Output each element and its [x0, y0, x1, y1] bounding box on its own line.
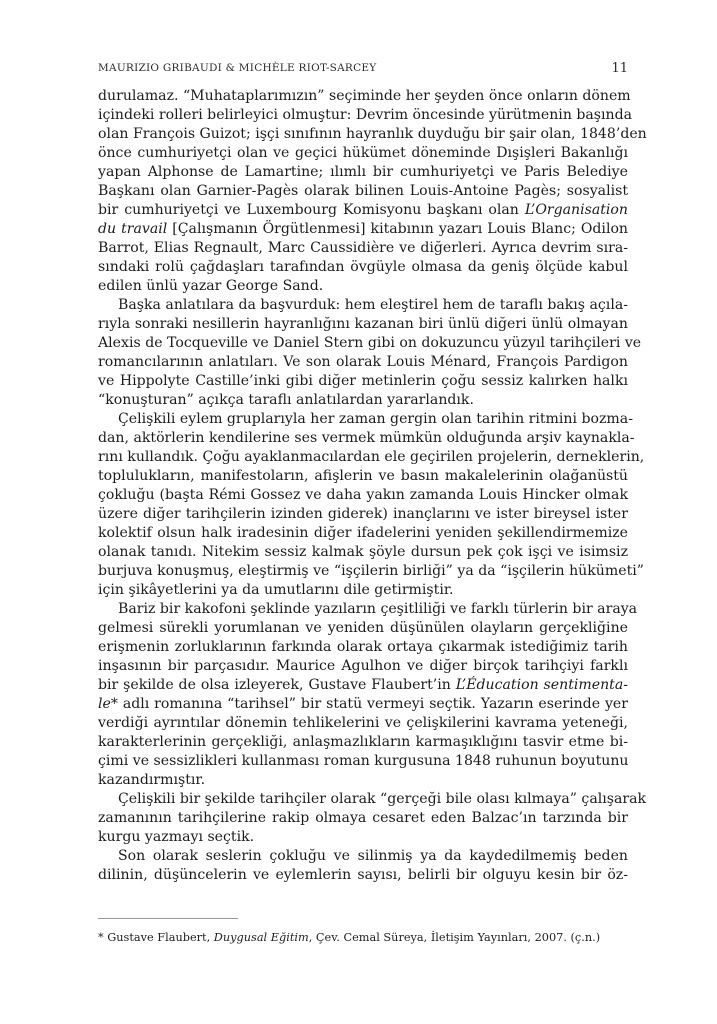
paragraph: [98, 296, 642, 410]
text-line: inşasının bir parçasıdır. Maurice Agulhon ve diğer birçok tarihçiyi farklı: [98, 658, 628, 674]
text-line: kurgu yazmayı seçtik.: [98, 829, 255, 845]
text-line: bir cumhuriyetçi ve Luxembourg Komisyonu başkanı olan L’Organisation: [98, 202, 628, 218]
text-line: romancılarının anlatıları. Ve son olarak Louis Ménard, François Pardigon: [98, 354, 628, 370]
text-line: Bariz bir kakofoni şeklinde yazıların çeşitliliği ve farklı türlerin bir araya: [118, 601, 638, 617]
footnote: [98, 930, 628, 945]
text-line: kolektif olsun halk iradesinin diğer ifadelerini yeniden şekillendirmemize: [98, 525, 628, 541]
text-line: burjuva konuşmuş, eleştirmiş ve “işçilerin birliği” ya da “işçilerin hükümeti”: [98, 563, 644, 579]
text-line: olanak tanıdı. Nitekim sessiz kalmak şöyle dursun pek çok işçi ve isimsiz: [98, 544, 628, 560]
paragraph: [98, 87, 647, 296]
text-line: “konuşturan” açıkça taraflı anlatılardan yararlandık.: [98, 392, 474, 408]
text-line: Başka anlatılara da başvurduk: hem eleştirel hem de taraflı bakış açıla-: [118, 297, 628, 313]
text-line: sındaki rolü çağdaşları tarafından övgüyle olmasa da geniş ölçüde kabul: [98, 259, 628, 275]
text-line: bir şekilde de olsa izleyerek, Gustave Flaubert’in L’Éducation sentimenta-: [98, 677, 628, 693]
text-line: Başkanı olan Garnier-Pagès olarak bilinen Louis-Antoine Pagès; sosyalist: [98, 183, 628, 199]
running-header: [98, 62, 628, 78]
text-line: önce cumhuriyetçi olan ve geçici hükümet döneminde Dışişleri Bakanlığı: [98, 145, 628, 161]
text-line: rını kullandık. Çoğu ayaklanmacılardan ele geçirilen projelerin, derneklerin,: [98, 449, 645, 465]
text-line: içindeki rolleri belirleyici olmuştur: Devrim öncesinde yürütmenin başında: [98, 107, 633, 123]
text-line: yapan Alphonse de Lamartine; ılımlı bir cumhuriyetçi ve Paris Belediye: [98, 164, 628, 180]
text-line: gelmesi sürekli yorumlanan ve yeniden düşünülen olayların gerçekliğine: [98, 620, 628, 636]
paragraph: [98, 410, 645, 600]
text-line: toplulukların, manifestoların, afişlerin ve basın makalelerinin olağanüstü: [98, 468, 628, 484]
footnote-author: Gustave Flaubert,: [107, 931, 214, 944]
text-line: olan François Guizot; işçi sınıfının hayranlık duyduğu bir şair olan, 1848’den: [98, 126, 647, 142]
text-line: Alexis de Tocqueville ve Daniel Stern gibi on dokuzuncu yüzyıl tarihçileri ve: [98, 335, 642, 351]
text-line: kazandırmıştır.: [98, 772, 206, 788]
text-line: Çelişkili bir şekilde tarihçiler olarak “gerçeği bile olası kılmaya” çalışarak: [118, 791, 647, 807]
paragraph: [98, 600, 638, 790]
text-line: rıyla sonraki nesillerin hayranlığını kazanan biri ünlü diğeri ünlü olmayan: [98, 316, 628, 332]
text-line: erişmenin zorluklarının farkında olarak ortaya çıkarmak istediğimiz tarih: [98, 639, 628, 655]
text-line: çimi ve sessizlikleri kullanması roman kurgusuna 1848 ruhunun boyutunu: [98, 753, 629, 769]
text-line: dilinin, düşüncelerin ve eylemlerin sayısı, belirli bir olguyu kesin bir öz-: [98, 867, 628, 883]
main-text: [98, 87, 647, 885]
text-line: üzere diğer tarihçilerin izinden giderek) inançlarını ve ister bireysel ister: [98, 506, 628, 522]
text-line: çokluğu (başta Rémi Gossez ve daha yakın zamanda Louis Hincker olmak: [98, 487, 628, 503]
footnote-marker: *: [98, 931, 104, 944]
header-authors: MAURIZIO GRIBAUDI & MICHÈLE RIOT-SARCEY: [98, 62, 377, 74]
text-line: dan, aktörlerin kendilerine ses vermek mümkün olduğunda arşiv kaynakla-: [98, 430, 635, 446]
footnote-separator: [98, 918, 238, 919]
paragraph: [98, 790, 647, 847]
text-line: zamanının tarihçilerine rakip olmaya cesaret eden Balzac’ın tarzında bir: [98, 810, 628, 826]
text-line: Son olarak seslerin çokluğu ve silinmiş ya da kaydedilmemiş beden: [118, 848, 628, 864]
text-line: Çelişkili eylem gruplarıyla her zaman gergin olan tarihin ritmini bozma-: [118, 411, 633, 427]
text-line: için şikâyetlerini ya da umutlarını dile getirmiştir.: [98, 582, 454, 598]
text-line: durulamaz. “Muhataplarımızın” seçiminde her şeyden önce onların dönem: [98, 88, 631, 104]
footnote-details: , Çev. Cemal Süreya, İletişim Yayınları, 2007. (ç.n.): [308, 931, 601, 944]
footnote-title: Duygusal Eğitim: [213, 931, 309, 944]
text-line: du travail [Çalışmanın Örgütlenmesi] kitabının yazarı Louis Blanc; Odilon: [98, 221, 629, 237]
text-line: le* adlı romanına “tarihsel” bir statü vermeyi seçtik. Yazarın eserinde yer: [98, 696, 628, 712]
text-line: verdiği ayrıntılar dönemin tehlikelerini ve çelişkilerini kavrama yeteneği,: [98, 715, 628, 731]
page-number: 11: [611, 61, 628, 76]
text-line: Barrot, Elias Regnault, Marc Caussidière ve diğerleri. Ayrıca devrim sıra-: [98, 240, 628, 256]
text-line: edilen ünlü yazar George Sand.: [98, 278, 324, 294]
text-line: karakterlerinin gerçekliği, anlaşmazlıkların karmaşıklığını tasvir etme bi-: [98, 734, 628, 750]
text-line: ve Hippolyte Castille’inki gibi diğer metinlerin çoğu sessiz kalırken halkı: [98, 373, 628, 389]
paragraph: [98, 847, 628, 885]
